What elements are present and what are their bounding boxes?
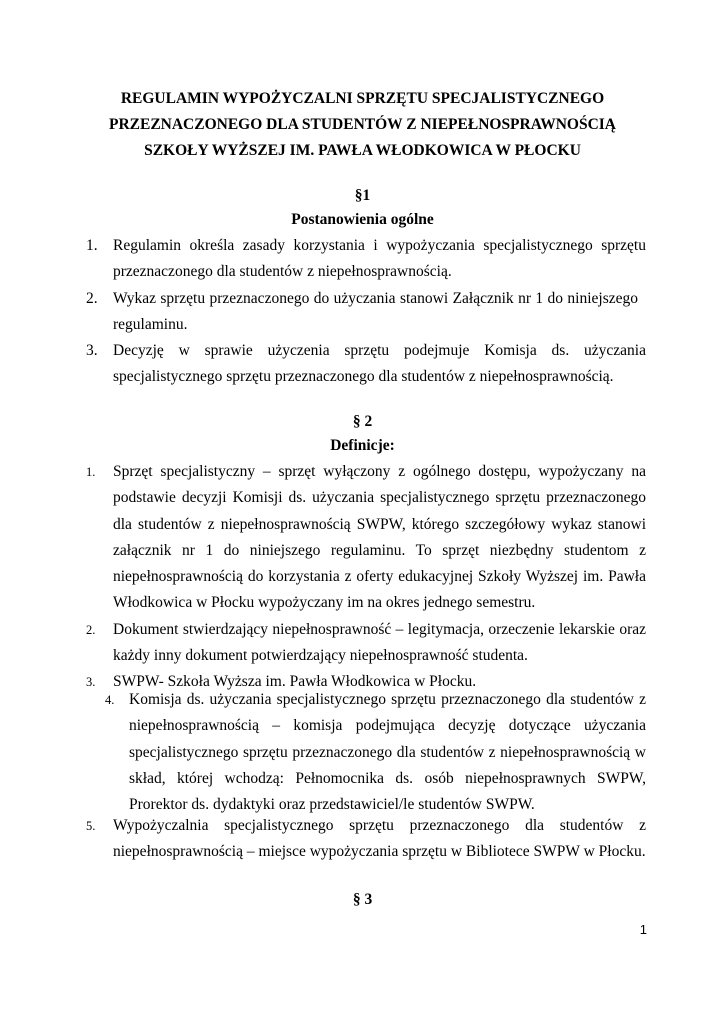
list-item xyxy=(86,813,646,866)
item-number: 1. xyxy=(86,465,96,479)
page-number: 1 xyxy=(639,922,647,937)
title-line-1: REGULAMIN WYPOŻYCZALNI SPRZĘTU SPECJALISTYCZNEGO xyxy=(120,90,605,107)
title-line-3: SZKOŁY WYŻSZEJ IM. PAWŁA WŁODKOWICA W PŁOCKU xyxy=(144,142,581,159)
item-number: 5. xyxy=(86,819,96,833)
list-item xyxy=(86,617,646,670)
item-number: 2. xyxy=(86,622,96,637)
list-item xyxy=(86,459,646,617)
item-text: Dokument stwierdzający niepełnosprawność – legitymacja, orzeczenie lekarskie oraz każdy inny dokument potwierdzający niepełnosprawność studenta. xyxy=(113,620,646,665)
item-text: Decyzję w sprawie użyczenia sprzętu podejmuje Komisja ds. użyczania specjalistycznego sprzętu przeznaczonego dla studentów z niepełnosprawnością. xyxy=(113,342,646,386)
item-number: 3. xyxy=(86,675,96,690)
item-text: Wykaz sprzętu przeznaczonego do użyczania stanowi Załącznik nr 1 do niniejszego regulaminu. xyxy=(113,289,638,333)
list-item xyxy=(86,286,646,339)
item-text: Komisja ds. użyczania specjalistycznego sprzętu przeznaczonego dla studentów z niepełnosprawnością – komisja podejmująca decyzję dotyczące użyczania specjalistycznego sprzętu przeznaczonego dla studentów z niepełnosprawnością w skład, której wchodzą: Pełnomocnika ds. osób niepełnosprawnych SWPW, Prorektor ds. dydaktyki oraz przedstawiciel/le studentów SWPW. xyxy=(129,691,646,814)
list-item xyxy=(86,338,646,391)
section-1-heading: Postanowienia ogólne xyxy=(291,211,434,228)
section-2-symbol: § 2 xyxy=(352,413,373,430)
title-line-2: PRZEZNACZONEGO DLA STUDENTÓW Z NIEPEŁNOSPRAWNOŚCIĄ xyxy=(108,116,616,133)
item-number: 1. xyxy=(86,237,98,254)
section-2-heading: Definicje: xyxy=(330,437,395,454)
section-2-list-b xyxy=(105,687,646,818)
item-text: Sprzęt specjalistyczny – sprzęt wyłączony z ogólnego dostępu, wypożyczany na podstawie decyzji Komisji ds. użyczania specjalistycznego sprzętu przeznaczonego dla studentów z niepełnosprawnością SWPW, którego szczegółowy wykaz stanowi załącznik nr 1 do niniejszego regulaminu. To sprzęt niezbędny studentom z niepełnosprawnością do korzystania z oferty edukacyjnej Szkoły Wyższej im. Pawła Włodkowica w Płocku wypożyczany im na okres jednego semestru. xyxy=(113,463,646,612)
item-text: Regulamin określa zasady korzystania i wypożyczania specjalistycznego sprzętu przeznaczonego dla studentów z niepełnosprawnością. xyxy=(113,237,646,281)
section-1-list xyxy=(86,233,646,391)
list-item xyxy=(105,687,646,818)
item-number: 2. xyxy=(86,289,98,307)
section-1-symbol: §1 xyxy=(354,187,371,204)
section-3-symbol: § 3 xyxy=(352,891,373,908)
item-text: SWPW- Szkoła Wyższa im. Pawła Włodkowica w Płocku. xyxy=(113,673,477,691)
item-number: 3. xyxy=(86,342,98,360)
section-2-list-a xyxy=(86,459,646,696)
item-text: Wypożyczalnia specjalistycznego sprzętu przeznaczonego dla studentów z niepełnosprawnością – miejsce wypożyczania sprzętu w Bibliotece SWPW w Płocku. xyxy=(113,817,646,861)
list-item xyxy=(86,233,646,286)
document-title xyxy=(0,86,725,164)
section-2-list-c xyxy=(86,813,646,866)
item-number: 4. xyxy=(105,693,115,707)
